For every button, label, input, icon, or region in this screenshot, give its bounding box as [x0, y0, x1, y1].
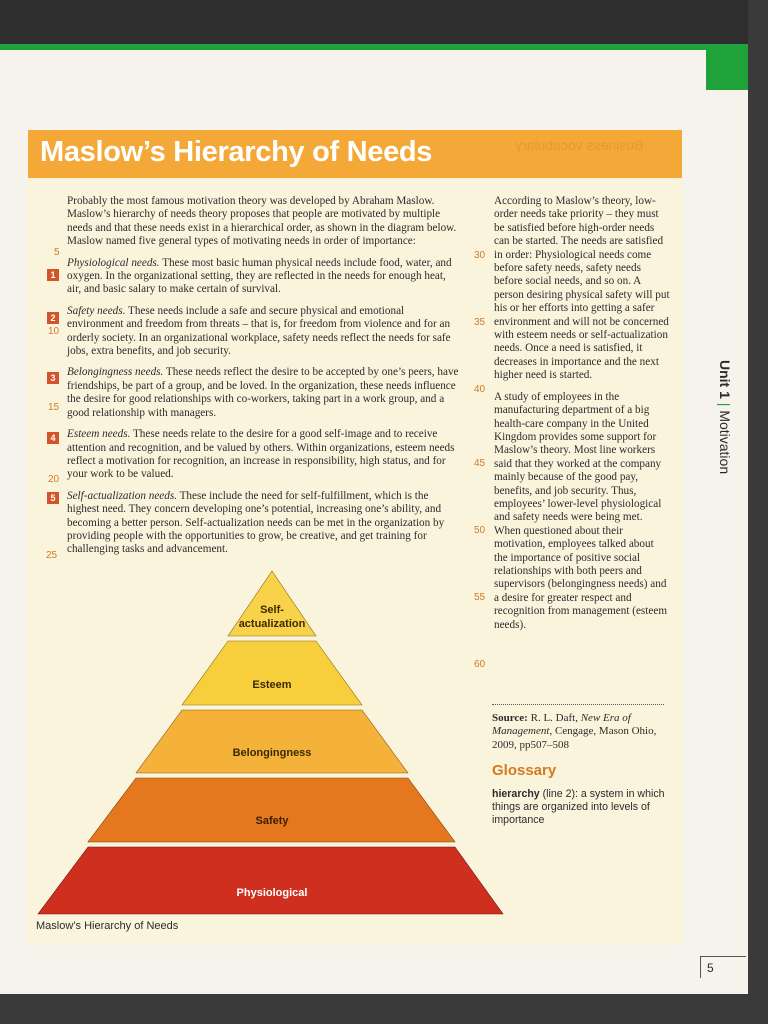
pyramid-label-belongingness: Belongingness — [232, 747, 312, 759]
pyramid-label-safety: Safety — [255, 815, 289, 827]
theory-paragraph: According to Maslow’s theory, low-order needs take priority – they must be satisfied before high-order needs can be started. The needs are satisfied in order: Physiological needs come before safety needs, safety needs before social needs, and so on. A person desiring physical safety will put his or her efforts into getting a safer environment and will not be concerned with esteem needs or self-actualization needs. Once a need is satisfied, it decreases in importance and the next higher need is started. — [494, 195, 670, 382]
pyramid-label-self-actualization-line1: Self- — [260, 604, 284, 616]
need-2: Safety needs. These needs include a safe and secure physical and emotional environment and freedom from threats – that is, for freedom from violence and for an orderly society. In an organizational workplace, safety needs reflect the needs for safe jobs, extra benefits, and job security. — [67, 304, 451, 358]
page-title: Maslow’s Hierarchy of Needs — [40, 136, 433, 168]
need-number-badge: 1 — [47, 269, 59, 281]
intro-paragraph: Probably the most famous motivation theory was developed by Abraham Maslow. Maslow’s hierarchy of needs theory proposes that people are motivated by multiple needs and that these needs exist in a hierarchical order, as shown in the diagram below. Maslow named five general types of motivating needs in order of importance: — [67, 195, 457, 248]
line-number: 30 — [474, 250, 486, 261]
glossary-title: Glossary — [492, 762, 557, 779]
line-number: 60 — [474, 659, 486, 670]
need-1: Physiological needs. These most basic human physical needs include food, water, and oxygen. In the organizational setting, they are reflected in the needs for enough heat, air, and basic salary to make certain of survival. — [67, 256, 452, 296]
pyramid-level-esteem — [182, 641, 362, 705]
source-citation: Source: R. L. Daft, New Era of Management, Cengage, Mason Ohio, 2009, pp507–508 — [492, 712, 657, 751]
line-number: 35 — [474, 317, 486, 328]
pyramid-label-self-actualization-line2: actualization — [238, 618, 306, 630]
line-number: 50 — [474, 525, 486, 536]
need-number-badge: 5 — [47, 492, 59, 504]
line-number: 45 — [474, 458, 486, 469]
line-number: 15 — [48, 402, 60, 413]
need-number-badge: 4 — [47, 432, 59, 444]
line-number: 5 — [54, 247, 60, 258]
line-number: 55 — [474, 592, 486, 603]
pyramid-label-esteem: Esteem — [252, 679, 292, 691]
show-through-text: Business vocabulary — [515, 137, 644, 153]
pyramid-level-belongingness — [136, 710, 408, 773]
need-4: Esteem needs. These needs relate to the desire for a good self-image and to receive attention and recognition, and be valued by others. Within organizations, esteem needs reflect a motivation for recognition, an increase in responsibility, high status, and for your work to be valued. — [67, 428, 455, 481]
unit-label: Unit 1 | Motivation — [717, 360, 733, 475]
line-number: 20 — [48, 474, 60, 485]
pyramid-label-physiological: Physiological — [236, 887, 308, 899]
glossary-entry: hierarchy (line 2): a system in which things are organized into levels of importance — [492, 788, 665, 826]
need-5: Self-actualization needs. These include the need for self-fulfillment, which is the highest need. They concern developing one’s potential, increasing one’s ability, and becoming a better person. Self-actualization needs can be met in the organization by providing people with the opportunities to grow, be creative, and get training for challenging tasks and advancement. — [67, 489, 445, 556]
line-number: 40 — [474, 384, 486, 395]
line-number: 25 — [46, 550, 58, 561]
need-number-badge: 2 — [47, 312, 59, 324]
diagram-caption: Maslow’s Hierarchy of Needs — [36, 920, 179, 932]
need-number-badge: 3 — [47, 372, 59, 384]
pyramid-level-safety — [88, 778, 455, 842]
need-3: Belongingness needs. These needs reflect the desire to be accepted by one’s peers, have friendships, be part of a group, and be loved. In the organization, these needs influence the desire for good relationships with co-workers, taking part in a work group, and a good relationship with managers. — [67, 366, 459, 419]
study-paragraph: A study of employees in the manufacturing department of a big health-care company in the United Kingdom provides some support for Maslow’s theory. Most line workers said that they worked at the company mainly because of the good pay, benefits, and job security. Thus, employees’ lower-level physiological and safety needs were being met. When questioned about their motivation, employees talked about the importance of positive social relationships with both peers and supervisors (belongingness needs) and a desire for greater respect and recognition from management (esteem needs). — [494, 390, 668, 631]
pyramid-level-physiological — [38, 847, 503, 914]
page-number: 5 — [700, 956, 746, 978]
line-number: 10 — [48, 326, 60, 337]
